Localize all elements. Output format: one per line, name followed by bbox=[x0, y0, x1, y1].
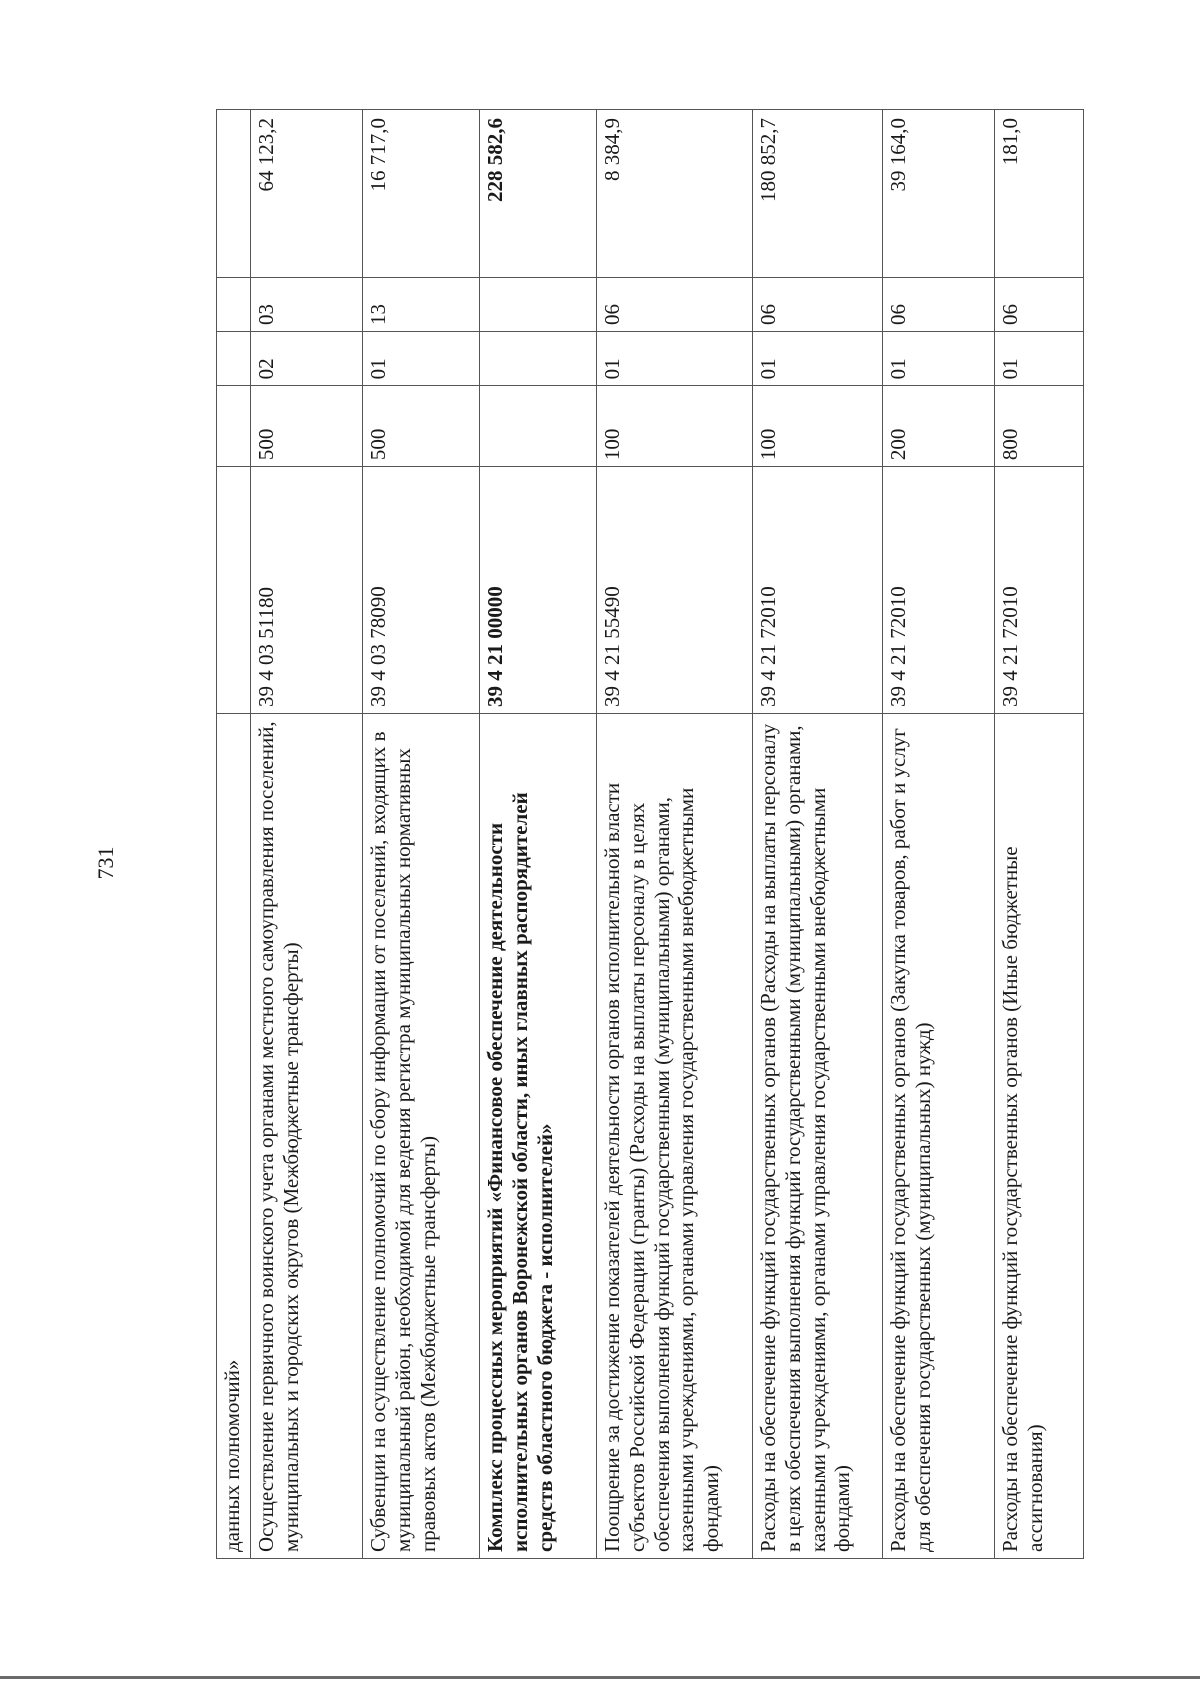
row-rz-cell: 01 bbox=[597, 331, 753, 385]
row-sum-cell: 39 164,0 bbox=[883, 110, 995, 278]
row-vr-cell: 100 bbox=[597, 386, 753, 467]
row-rz-cell: 01 bbox=[995, 331, 1084, 385]
row-vr-cell: 500 bbox=[251, 386, 363, 467]
row-csr-cell: 39 4 21 00000 bbox=[480, 467, 597, 714]
page-number: 731 bbox=[93, 846, 118, 880]
row-vr-cell: 100 bbox=[753, 386, 883, 467]
table-row bbox=[597, 110, 753, 1559]
row-name-cell: Расходы на обеспечение функций государственных органов (Иные бюджетные ассигнования) bbox=[995, 714, 1084, 1559]
row-sum-cell: 16 717,0 bbox=[363, 110, 480, 278]
row-name-cell: Поощрение за достижение показателей деятельности органов исполнительной власти субъектов Российской Федерации (гранты) (Расходы на выплаты персоналу в целях обеспечения выполнения функций государственными (муниципальными) органами, казенными учреждениями, органами управления государственными внебюджетными фондами) bbox=[597, 714, 753, 1559]
row-name-cell: Субвенции на осуществление полномочий по сбору информации от поселений, входящих в муниципальный район, необходимой для ведения регистра муниципальных нормативных правовых актов (Межбюджетные трансферты) bbox=[363, 714, 480, 1559]
row-vr-cell: 200 bbox=[883, 386, 995, 467]
row-sum-cell bbox=[217, 110, 251, 278]
row-sum-cell: 64 123,2 bbox=[251, 110, 363, 278]
row-csr-cell: 39 4 03 78090 bbox=[363, 467, 480, 714]
budget-table bbox=[216, 109, 1084, 1559]
row-pr-cell: 06 bbox=[597, 277, 753, 331]
row-vr-cell: 500 bbox=[363, 386, 480, 467]
row-sum-cell: 181,0 bbox=[995, 110, 1084, 278]
row-sum-cell: 180 852,7 bbox=[753, 110, 883, 278]
row-sum-cell: 228 582,6 bbox=[480, 110, 597, 278]
row-rz-cell bbox=[480, 331, 597, 385]
row-rz-cell: 01 bbox=[363, 331, 480, 385]
page-bottom-rule bbox=[0, 1676, 1200, 1679]
table-row bbox=[883, 110, 995, 1559]
table-row bbox=[251, 110, 363, 1559]
row-pr-cell: 06 bbox=[753, 277, 883, 331]
table-row bbox=[995, 110, 1084, 1559]
row-csr-cell: 39 4 03 51180 bbox=[251, 467, 363, 714]
budget-table-rotated bbox=[216, 109, 1083, 1559]
row-pr-cell: 13 bbox=[363, 277, 480, 331]
row-csr-cell: 39 4 21 72010 bbox=[753, 467, 883, 714]
row-csr-cell: 39 4 21 55490 bbox=[597, 467, 753, 714]
row-csr-cell: 39 4 21 72010 bbox=[883, 467, 995, 714]
row-rz-cell: 02 bbox=[251, 331, 363, 385]
row-csr-cell bbox=[217, 467, 251, 714]
row-name-cell: данных полномочий» bbox=[217, 714, 251, 1559]
row-vr-cell bbox=[480, 386, 597, 467]
row-name-cell: Комплекс процессных мероприятий «Финансовое обеспечение деятельности исполнительных органов Воронежской области, иных главных распорядителей средств областного бюджета - исполнителей» bbox=[480, 714, 597, 1559]
row-name-cell: Расходы на обеспечение функций государственных органов (Расходы на выплаты персоналу в целях обеспечения выполнения функций государственными (муниципальными) органами, казенными учреждениями, органами управления государственными внебюджетными фондами) bbox=[753, 714, 883, 1559]
row-csr-cell: 39 4 21 72010 bbox=[995, 467, 1084, 714]
row-pr-cell: 06 bbox=[995, 277, 1084, 331]
row-rz-cell: 01 bbox=[753, 331, 883, 385]
row-pr-cell: 06 bbox=[883, 277, 995, 331]
row-vr-cell: 800 bbox=[995, 386, 1084, 467]
table-row bbox=[753, 110, 883, 1559]
row-pr-cell: 03 bbox=[251, 277, 363, 331]
table-row bbox=[363, 110, 480, 1559]
row-sum-cell: 8 384,9 bbox=[597, 110, 753, 278]
row-name-cell: Расходы на обеспечение функций государственных органов (Закупка товаров, работ и услуг для обеспечения государственных (муниципальных) нужд) bbox=[883, 714, 995, 1559]
row-rz-cell bbox=[217, 331, 251, 385]
row-pr-cell bbox=[480, 277, 597, 331]
row-pr-cell bbox=[217, 277, 251, 331]
table-row bbox=[217, 110, 251, 1559]
table-row bbox=[480, 110, 597, 1559]
row-name-cell: Осуществление первичного воинского учета органами местного самоуправления поселений, муниципальных и городских округов (Межбюджетные трансферты) bbox=[251, 714, 363, 1559]
row-vr-cell bbox=[217, 386, 251, 467]
row-rz-cell: 01 bbox=[883, 331, 995, 385]
